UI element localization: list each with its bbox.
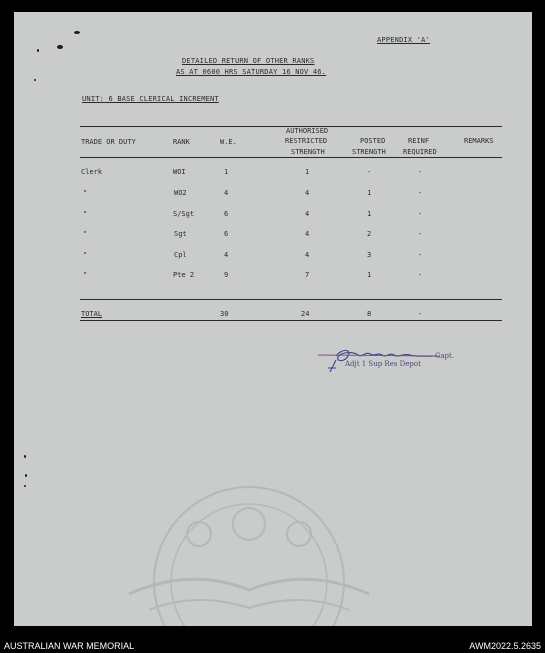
cell-auth: 1 <box>305 168 310 176</box>
cell-rank: S/Sgt <box>173 210 195 218</box>
header-authorised-line1: AUTHORISED <box>286 127 329 135</box>
total-bottom-rule <box>80 320 502 321</box>
cell-we: 6 <box>224 210 229 218</box>
header-reinf-line2: REQUIRED <box>403 148 437 156</box>
cell-auth: 7 <box>305 271 310 279</box>
cell-reinf: - <box>418 230 423 238</box>
cell-posted: 1 <box>367 189 372 197</box>
cell-auth: 4 <box>305 210 310 218</box>
total-auth: 24 <box>301 310 310 318</box>
cell-posted: 1 <box>367 210 372 218</box>
total-posted: 8 <box>367 310 372 318</box>
header-posted-line1: POSTED <box>360 137 386 145</box>
cell-trade: Clerk <box>81 168 103 176</box>
punch-mark <box>24 485 26 487</box>
table-header-rule <box>80 157 502 158</box>
cell-reinf: - <box>418 251 423 259</box>
cell-we: 9 <box>224 271 229 279</box>
header-reinf-line1: REINF <box>408 137 430 145</box>
cell-we: 6 <box>224 230 229 238</box>
cell-rank: WO2 <box>174 189 187 197</box>
cell-trade: " <box>83 271 88 279</box>
punch-mark <box>57 45 63 49</box>
punch-mark <box>74 31 80 34</box>
header-trade: TRADE OR DUTY <box>81 138 136 146</box>
document-title: DETAILED RETURN OF OTHER RANKS <box>182 57 315 65</box>
punch-mark <box>24 455 26 458</box>
cell-trade: " <box>83 251 88 259</box>
cell-we: 4 <box>224 189 229 197</box>
cell-trade: " <box>83 210 88 218</box>
header-remarks: REMARKS <box>464 137 494 145</box>
cell-posted: 3 <box>367 251 372 259</box>
header-posted-line2: STRENGTH <box>352 148 386 156</box>
cell-rank: Cpl <box>174 251 187 259</box>
footer-institution: AUSTRALIAN WAR MEMORIAL <box>4 641 135 651</box>
header-authorised-line2: RESTRICTED <box>285 137 328 145</box>
total-reinf: - <box>418 310 423 318</box>
cell-trade: " <box>83 230 88 238</box>
punch-mark <box>25 474 27 477</box>
cell-reinf: - <box>418 168 423 176</box>
punch-mark <box>37 49 39 52</box>
cell-reinf: - <box>418 210 423 218</box>
cell-posted: 1 <box>367 271 372 279</box>
cell-auth: 4 <box>305 230 310 238</box>
signature-rank: Capt. <box>435 352 455 360</box>
cell-we: 4 <box>224 251 229 259</box>
punch-mark <box>34 79 36 81</box>
cell-posted: - <box>367 168 372 176</box>
unit-label: UNIT: 6 BASE CLERICAL INCREMENT <box>82 95 219 103</box>
cell-rank: Sgt <box>174 230 187 238</box>
cell-posted: 2 <box>367 230 372 238</box>
cell-we: 1 <box>224 168 229 176</box>
cell-auth: 4 <box>305 251 310 259</box>
total-top-rule <box>80 299 502 300</box>
cell-auth: 4 <box>305 189 310 197</box>
cell-rank: Pte 2 <box>173 271 195 279</box>
document-subtitle: AS AT 0600 HRS SATURDAY 16 NOV 46. <box>176 68 327 76</box>
signature-position: Adjt 1 Sup Res Depot <box>345 360 421 368</box>
cell-reinf: - <box>418 271 423 279</box>
total-label: TOTAL <box>81 310 103 318</box>
header-rank: RANK <box>173 138 190 146</box>
total-we: 30 <box>220 310 229 318</box>
embossed-seal <box>109 482 389 626</box>
cell-rank: WOI <box>173 168 186 176</box>
appendix-label: APPENDIX 'A' <box>377 36 430 44</box>
header-we: W.E. <box>220 138 237 146</box>
cell-trade: " <box>83 189 88 197</box>
footer-accession-number: AWM2022.5.2635 <box>469 641 541 651</box>
document-page <box>14 12 532 626</box>
header-authorised-line3: STRENGTH <box>291 148 325 156</box>
cell-reinf: - <box>418 189 423 197</box>
